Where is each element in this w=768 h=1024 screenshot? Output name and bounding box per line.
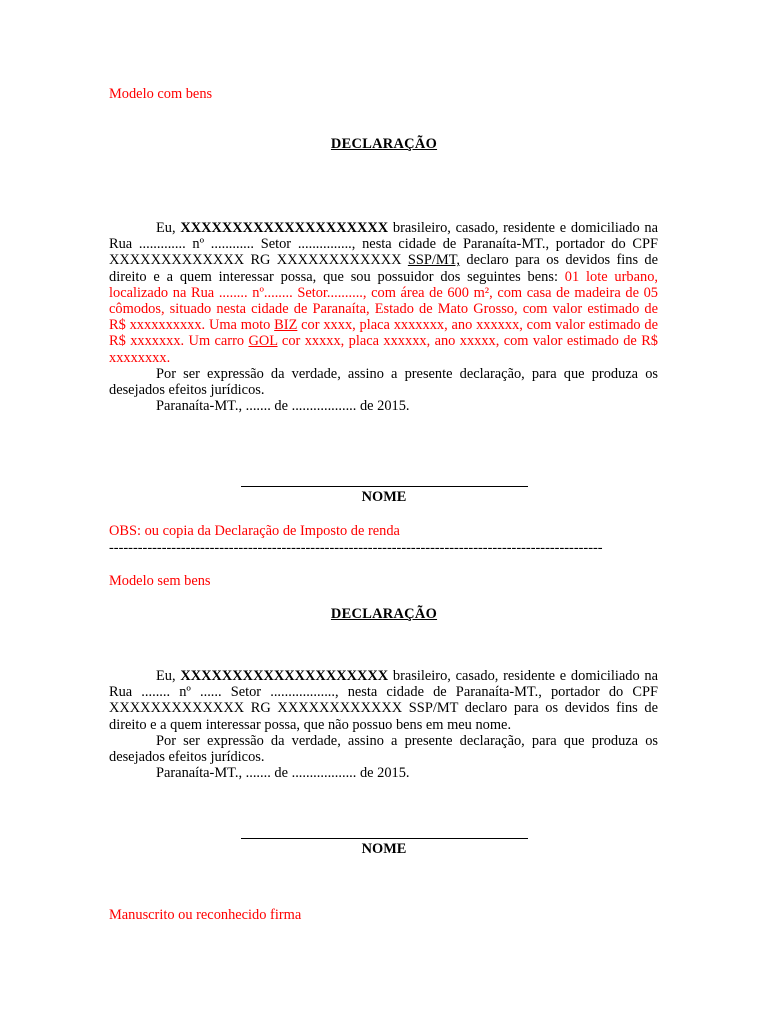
section1-obs: OBS: ou copia da Declaração de Imposto de renda [109,523,400,539]
car-model-text: GOL [248,333,278,350]
moto-model-text: BIZ [274,317,298,334]
section2-paragraph-2: Por ser expressão da verdade, assino a presente declaração, para que produza os desejados efeitos jurídicos. [109,732,658,766]
section1-signature-line [241,486,528,487]
declarant-name-placeholder: XXXXXXXXXXXXXXXXXXXX [180,668,389,684]
p1-lead: Eu, [156,220,181,236]
assets-text-2: cor xxxx, placa xxxxxxx, ano xxxxxx, com valor estimado de R$ xxxxxxx. Um carro [109,317,659,350]
section1-heading: Modelo com bens [109,86,213,102]
section2-title: DECLARAÇÃO [330,606,438,622]
section1-signature-name: NOME [361,489,407,505]
section1-date-line: Paranaíta-MT., ....... de .................. de 2015. [156,398,410,415]
section2-signature-line [241,838,528,839]
p1-text: brasileiro, casado, residente e domiciliado na Rua ............. nº ............ Setor ..............., nesta cidade de Paranaíta-MT., portador do CPF XXXXXXXXXXXXX RG XXXXXXXXXXXX [109,220,658,269]
section1-title: DECLARAÇÃO [330,136,438,152]
ssp-mt-text: SSP/MT, [407,252,461,269]
section2-signature-name: NOME [361,841,407,857]
p1-lead: Eu, [156,668,181,684]
footer-note: Manuscrito ou reconhecido firma [109,907,302,923]
assets-text-3: cor xxxxx, placa xxxxxx, ano xxxxx, com valor estimado de R$ xxxxxxxx. [109,333,658,366]
section2-body [109,668,658,781]
section1-body [109,220,658,414]
p1-text: brasileiro, casado, residente e domiciliado na Rua ........ nº ...... Setor .................., nesta cidade de Paranaíta-MT., portador do CPF XXXXXXXXXXXXX RG XXXXXXXXXXXX SSP/MT declaro para os devidos fins de direito e a quem interessar possa, que não possuo bens em meu nome. [109,668,658,733]
p1-text-2: declaro para os devidos fins de direito e a quem interessar possa, que sou possuidor dos seguintes bens: [109,252,658,285]
section2-paragraph-1 [109,668,658,733]
section2-heading: Modelo sem bens [109,573,211,589]
section1-paragraph-2: Por ser expressão da verdade, assino a presente declaração, para que produza os desejados efeitos jurídicos. [109,365,658,399]
section2-date-line: Paranaíta-MT., ....... de .................. de 2015. [156,765,410,782]
section-separator: ------------------------------------------------------------------------------------------------------- [109,541,603,555]
assets-text-1: 01 lote urbano, localizado na Rua ........ nº........ Setor.........., com área de 600 m², com casa de madeira de 05 cômodos, situado nesta cidade de Paranaíta, Estado de Mato Grosso, com valor estimado de R$ xxxxxxxxxx. Uma moto [109,268,658,334]
section1-paragraph-1 [109,220,658,366]
declarant-name-placeholder: XXXXXXXXXXXXXXXXXXXX [180,220,389,236]
